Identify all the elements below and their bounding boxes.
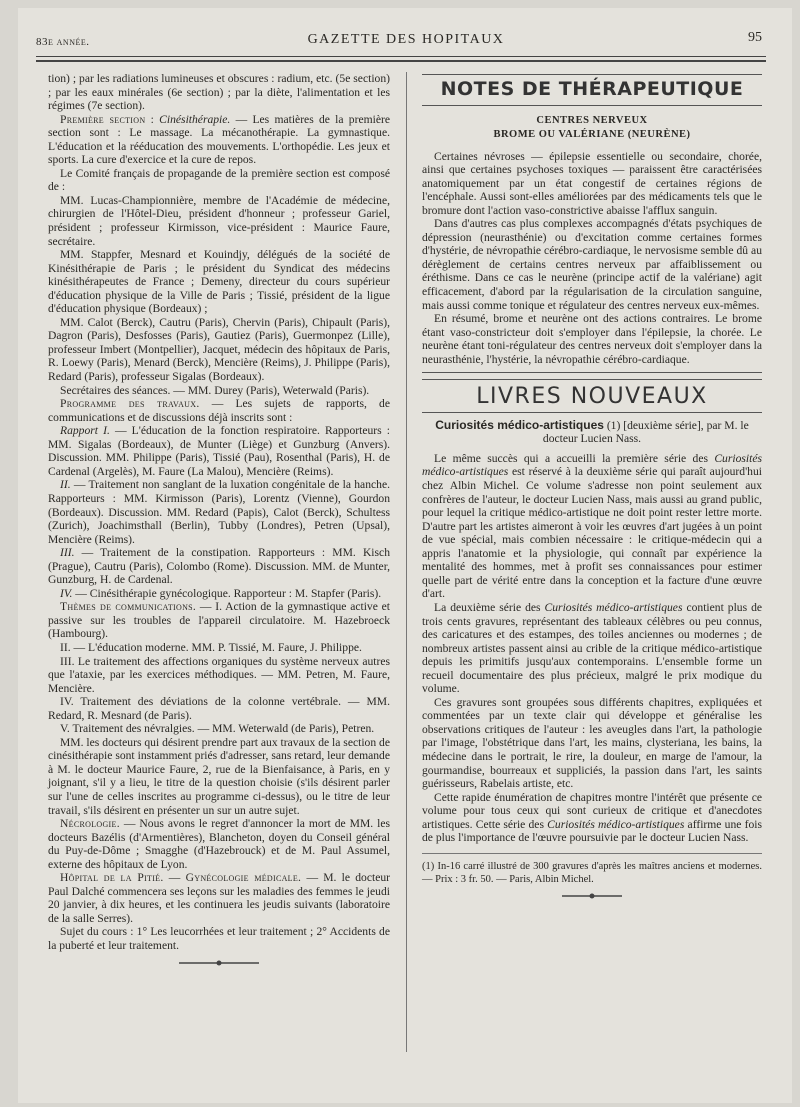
article-paragraph xyxy=(48,600,390,641)
italic-lead: III. xyxy=(60,546,75,560)
left-column xyxy=(48,72,390,969)
article-paragraph xyxy=(48,722,390,736)
article-paragraph xyxy=(48,167,390,194)
section-lead: Thèmes de communications. xyxy=(60,600,197,614)
header-rule-double xyxy=(36,60,766,62)
article-paragraph xyxy=(48,72,390,113)
article-paragraph xyxy=(48,113,390,167)
article-paragraph xyxy=(48,546,390,587)
header-rule xyxy=(36,56,766,57)
article-paragraph xyxy=(48,641,390,655)
section-lead: Nécrologie. xyxy=(60,817,120,831)
book-paragraph xyxy=(422,601,762,696)
italic-lead: II. xyxy=(60,478,71,492)
section-lead: Programme des travaux. xyxy=(60,397,200,411)
text-run: — L'éducation de la fonction respiratoire. Rapporteurs : MM. Sigalas (Bordeaux), de Munter (Liège) et Gunzburg (Anvers). Discussion. MM. Philippe (Paris), Tissié (Pau), Rosenthal (Paris), H. de Cardenal (Argelès), M. Faure (La Malou), Mencière (Reims). xyxy=(48,424,390,478)
text-run: affirme une fois de plus l'importance de l'œuvre poursuivie par le docteur Lucien Nass. xyxy=(422,817,762,845)
text-run: Sujet du cours : 1° Les leucorrhées et leur traitement ; 2° Accidents de la puberté et leur traitement. xyxy=(48,925,390,952)
ornament-icon xyxy=(522,892,662,900)
notes-paragraph: En résumé, brome et neurène ont des actions contraires. Le brome étant vaso-constricteur doit s'employer dans l'épilepsie, la chorée. Le neurène étant toni-régulateur des centres nerveux doit s'employer dans la neurasthénie, l'hystérie, la névropathie cérébro-cardiaque. xyxy=(422,312,762,366)
text-run: : xyxy=(145,112,160,126)
ornament-icon xyxy=(149,959,289,967)
article-paragraph xyxy=(48,655,390,696)
book-title-italic: Curiosités médico-artistiques xyxy=(547,817,685,831)
notes-subheading-line1: CENTRES NERVEUX xyxy=(536,114,648,126)
italic-lead: IV. xyxy=(60,586,73,600)
text-run: — Cinésithérapie gynécologique. Rapporteur : M. Stapfer (Paris). xyxy=(72,586,382,600)
issue-label: 83e année. xyxy=(36,36,90,48)
notes-subheading xyxy=(422,114,762,142)
text-run: MM. Lucas-Championnière, membre de l'Académie de médecine, chirurgien de l'Hôtel-Dieu, président d'honneur ; professeur Gariel, président ; professeur Kirmisson, vice-président : Maurice Faure, secrétaire. xyxy=(48,193,390,248)
book-title: Curiosités médico-artistiques xyxy=(435,417,604,432)
article-paragraph xyxy=(48,871,390,925)
column-divider xyxy=(406,72,407,1052)
text-run: — Traitement de la constipation. Rapporteurs : MM. Kisch (Prague), Cautru (Paris), Colombo (Rome). Discussion. MM. de Munter, Gunzburg, H. de Cardenal. xyxy=(48,546,390,587)
journal-title: GAZETTE DES HOPITAUX xyxy=(307,32,505,47)
text-run: III. Le traitement des affections organiques du système nerveux autres que l'ataxie, par les exercices méthodiques. — MM. Petren, M. Faure, Mencière. xyxy=(48,654,390,695)
livres-nouveaux-title: LIVRES NOUVEAUX xyxy=(422,386,762,413)
article-paragraph xyxy=(48,397,390,424)
text-run: II. — L'éducation moderne. MM. P. Tissié, M. Faure, J. Philippe. xyxy=(60,640,362,654)
page-number: 95 xyxy=(748,30,762,45)
section-lead: Première section xyxy=(60,112,146,126)
article-paragraph xyxy=(48,316,390,384)
text-run: — Les sujets de rapports, de communications et de discussions déjà inscrits sont : xyxy=(48,397,390,424)
book-author: (1) [deuxième série], par M. le docteur Lucien Nass. xyxy=(542,418,749,446)
book-heading xyxy=(422,419,762,446)
article-paragraph xyxy=(48,248,390,316)
section-separator xyxy=(422,372,762,380)
page-header xyxy=(36,26,776,52)
text-run: — M. le docteur Paul Dalché commencera ses leçons sur les maladies des femmes le jeudi 20 janvier, à dix heures, et les continuera les jeudis suivants (laboratoire de la salle Serres). xyxy=(48,871,391,925)
article-paragraph xyxy=(48,695,390,722)
text-run: tion) ; par les radiations lumineuses et obscures : radium, etc. (5e section) ; par les eaux minérales (6e section) ; par la diète, l'alimentation et les régimes (7e section). xyxy=(48,72,390,113)
text-run: Secrétaires des séances. — MM. Durey (Paris), Weterwald (Paris). xyxy=(60,383,370,397)
text-run: La deuxième série des xyxy=(434,600,545,614)
text-run: V. Traitement des névralgies. — MM. Weterwald (de Paris), Petren. xyxy=(60,722,375,736)
book-paragraph xyxy=(422,791,762,845)
notes-subheading-line2: BROME OU VALÉRIANE (NEURÈNE) xyxy=(493,128,691,140)
text-run: MM. Calot (Berck), Cautru (Paris), Chervin (Paris), Chipault (Paris), Dagron (Paris), Desfosses (Paris), Gautiez (Paris), Guermonpez (Lille), professeur Imbert (Montpellier), Jacquet, médecin des hôpitaux de Paris, R. Loewy (Paris), Menard (Berck), Mencière (Reims), J. Philippe (Paris), Redard (Paris), professeur Sigalas (Bordeaux). xyxy=(48,315,390,384)
text-run: — Les matières de la première section sont : Le massage. La mécanothérapie. La gymnastique. L'éducation et la rééducation des mouvements. L'orthopédie. Les jeux et sports. La cure d'exercice et la cure de repos. xyxy=(48,112,390,167)
text-run: MM. Stappfer, Mesnard et Kouindjy, délégués de la société de Kinésithérapie de Paris ; le président du Syndicat des médecins kinésithérapeutes de France ; Demeny, directeur du cours supérieur d'éducation physique de la Ville de Paris ; Tissié, président de la ligue d'éducation physique (Bordeaux) ; xyxy=(48,248,390,316)
article-paragraph xyxy=(48,194,390,248)
footnote: (1) In-16 carré illustré de 300 gravures d'après les maîtres anciens et modernes. — Prix : 3 fr. 50. — Paris, Albin Michel. xyxy=(422,853,762,886)
text-run: — Nous avons le regret d'annoncer la mort de MM. les docteurs Bazélis (d'Armentières), Blancheton, doyen du Conseil général du Puy-de-Dôme ; Smagghe (d'Hazebrouck) et de M. Paul Assumel, externe des hôpitaux de Lyon. xyxy=(48,817,390,871)
article-paragraph xyxy=(48,736,390,817)
notes-paragraph: Dans d'autres cas plus complexes accompagnés d'états psychiques de dépression (neurasthénie) ou d'excitation comme certaines formes d'hystérie, de névropathie cérébro-cardiaque, le nervosisme semble dû au dérèglement de certains centres nerveux par affaiblissement ou éréthisme. Dans ce cas le neurène (principe actif de la valériane) agit efficacement, d'abord par la régularisation de la circulation sanguine, mais aussi comme tonique et régulateur des centres nerveux eux-mêmes. xyxy=(422,217,762,312)
book-paragraph: Ces gravures sont groupées sous différents chapitres, expliquées et commentées par un texte clair qui développe et généralise les observations critiques de l'auteur : les aveugles dans l'art, la pathologie par l'image, l'obstétrique dans l'art, les mains, clysteriana, les bains, la médecine dans le portrait, le rire, la douleur, en marge de l'amour, la gourmandise, bourreaux et suppliciés, la passion dans l'art, les saints guérisseurs, Rabelais artiste, etc. xyxy=(422,695,762,791)
article-paragraph xyxy=(48,384,390,398)
section-lead: Hôpital de la Pitié. xyxy=(60,871,164,885)
section-lead: Gynécologie médicale. xyxy=(185,871,302,885)
text-run: Le même succès qui a accueilli la première série des xyxy=(434,451,715,465)
italic-lead: Rapport I. xyxy=(60,424,110,438)
article-paragraph xyxy=(48,478,390,546)
text-run: — Traitement non sanglant de la luxation congénitale de la hanche. Rapporteurs : MM. Kirmisson (Paris), Lorentz (Vienne), Gourdon (Bordeaux). Discussion. MM. Redard (Papis), Calot (Berck), Schultess (Zurich), Joachimsthall (Berlin), Tubby (Londres), Petren (Upsal), Mencière (Reims). xyxy=(48,478,390,546)
text-run: — I. Action de la gymnastique active et passive sur les troubles de l'appareil circulatoire. M. Hazebroeck (Hambourg). xyxy=(48,600,390,641)
text-run: — xyxy=(163,871,186,885)
article-paragraph xyxy=(48,925,390,952)
book-paragraph xyxy=(422,452,762,601)
notes-therapeutique-title: NOTES DE THÉRAPEUTIQUE xyxy=(422,74,762,106)
italic-lead: Cinésithérapie. xyxy=(159,112,231,126)
article-paragraph xyxy=(48,424,390,478)
text-run: Cette rapide énumération de chapitres montre l'intérêt que présente ce volume pour tous ceux qui sont curieux de critique et d'anecdotes artistiques. Cette série des xyxy=(422,790,762,831)
text-run: IV. Traitement des déviations de la colonne vertébrale. — MM. Redard, R. Mesnard (de Paris). xyxy=(48,695,390,722)
text-run: Le Comité français de propagande de la première section est composé de : xyxy=(48,166,390,194)
text-run: MM. les docteurs qui désirent prendre part aux travaux de la section de cinésithérapie sont instamment priés d'adresser, sans retard, leur demande à M. le docteur Maurice Faure, 2, rue de la Bienfaisance, à Paris, en y joignant, s'il y a lieu, le titre de la question choisie (s'ils désirent parler sur l'une de celles inscrites au programme ci-dessus), ou le titre de leur travail, s'ils désirent en présenter un sur un autre sujet. xyxy=(48,735,390,817)
book-title-italic: Curiosités médico-artistiques xyxy=(422,451,762,479)
article-paragraph xyxy=(48,587,390,601)
right-column xyxy=(422,72,762,902)
notes-paragraph: Certaines névroses — épilepsie essentielle ou secondaire, chorée, ainsi que certaines psychoses toxiques — paraissent être caractérisées anatomiquement par un état congestif de certaines régions de l'encéphale. Aussi sont-elles améliorées par des médicaments tels que le bromure dont l'action vaso-constrictive abaisse l'afflux sanguin. xyxy=(422,149,762,217)
book-title-italic: Curiosités médico-artistiques xyxy=(544,600,683,614)
text-run: contient plus de trois cents gravures, représentant des tableaux célèbres ou peu connus, des caricatures et des estampes, des toiles anciennes ou modernes ; de nombreux artistes passent ainsi au crible de la critique médico-artistique depuis les primitifs jusqu'aux contemporains. L'ensemble forme un recueil documentaire des plus précieux, malgré le prix modique du volume. xyxy=(422,600,763,696)
article-paragraph xyxy=(48,817,390,871)
text-run: est réservé à la deuxième série qui paraît aujourd'hui chez Albin Michel. Ce volume s'adresse non point seulement aux confrères de l'auteur, le docteur Lucien Nass, mais aussi au grand public, pour lequel la critique médico-artistique ne doit point rester lettre morte. D'autre part les artistes aimeront à voir les œuvres d'art jugées à un point de vue spécial, mais combien nécessaire : le critique-médecin qui a appris l'anatomie et la physiologie, qui connaît par expérience la mentalité des hommes, met à profit ses connaissances pour estimer quelle part de vérité entre dans la conception et la facture d'une œuvre d'art. xyxy=(422,465,762,601)
